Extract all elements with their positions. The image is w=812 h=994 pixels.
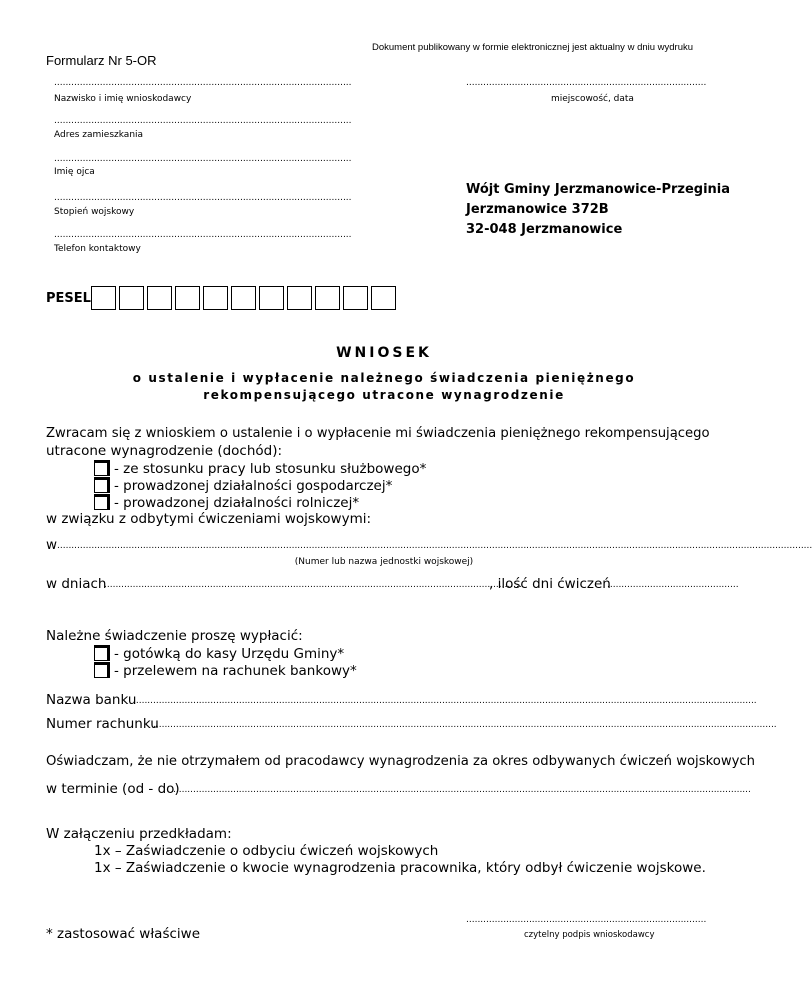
payment-option-cash[interactable]: [94, 645, 344, 662]
days-label: w dniach: [46, 576, 107, 592]
income-option-label: - prowadzonej działalności gospodarczej*: [114, 478, 393, 494]
footer-note: * zastosować właściwe: [46, 926, 201, 942]
payment-option-label: - gotówką do kasy Urzędu Gminy*: [114, 646, 345, 662]
name-field-line[interactable]: ........................................................................................................: [54, 78, 352, 88]
days-field-line[interactable]: ..................................................................................................................................................: [104, 580, 522, 590]
address-field-line[interactable]: ........................................................................................................: [54, 116, 352, 126]
signature-label: czytelny podpis wnioskodawcy: [524, 930, 655, 940]
recipient-address: [466, 180, 730, 240]
name-field-label: Nazwisko i imię wnioskodawcy: [54, 94, 192, 104]
pesel-digit-box[interactable]: [343, 286, 368, 310]
place-date-field-line[interactable]: ....................................................................................: [466, 78, 707, 88]
income-option-business[interactable]: [94, 477, 392, 494]
form-number: Formularz Nr 5-OR: [46, 53, 157, 68]
unit-field-line[interactable]: ........................................................................................................................................................................................................................................................................: [57, 541, 812, 551]
recipient-line-2: Jerzmanowice 372B: [466, 202, 609, 217]
income-option-employment[interactable]: [94, 460, 426, 477]
checkbox[interactable]: [94, 494, 110, 510]
income-option-label: - prowadzonej działalności rolniczej*: [114, 495, 360, 511]
payment-option-transfer[interactable]: [94, 662, 357, 679]
pesel-digit-box[interactable]: [147, 286, 172, 310]
bank-name-field-line[interactable]: ..........................................................................................................................................................................................................................: [133, 696, 757, 706]
income-option-agriculture[interactable]: [94, 494, 359, 511]
pesel-digit-box[interactable]: [91, 286, 116, 310]
rank-field-line[interactable]: ........................................................................................................: [54, 193, 352, 203]
unit-hint: (Numer lub nazwa jednostki wojskowej): [294, 557, 474, 567]
request-line-2: utracone wynagrodzenie (dochód):: [46, 443, 283, 459]
signature-field-line[interactable]: ....................................................................................: [466, 915, 707, 925]
pesel-digit-box[interactable]: [203, 286, 228, 310]
payment-option-label: - przelewem na rachunek bankowy*: [114, 663, 357, 679]
pesel-digit-box[interactable]: [231, 286, 256, 310]
address-field-label: Adres zamieszkania: [54, 130, 144, 140]
pesel-digit-box[interactable]: [175, 286, 200, 310]
checkbox[interactable]: [94, 477, 110, 493]
declaration-line-1: Oświadczam, że nie otrzymałem od pracodawcy wynagrodzenia za okres odbywanych ćwiczeń wojskowych: [46, 754, 756, 769]
attachment-item: 1x – Zaświadczenie o odbyciu ćwiczeń wojskowych: [94, 843, 439, 859]
pesel-digit-box[interactable]: [287, 286, 312, 310]
document-subtitle-2: rekompensującego utracone wynagrodzenie: [203, 388, 565, 402]
period-field-line[interactable]: ..........................................................................................................................................................................................................: [173, 785, 751, 795]
days-count-field-line[interactable]: ..............................................: [607, 580, 739, 590]
father-name-field-line[interactable]: ........................................................................................................: [54, 154, 352, 164]
checkbox[interactable]: [94, 662, 110, 678]
document-subtitle-1: o ustalenie i wypłacenie należnego świadczenia pieniężnego: [132, 371, 636, 385]
place-date-label: miejscowość, data: [551, 94, 634, 104]
recipient-line-3: 32-048 Jerzmanowice: [466, 222, 623, 237]
phone-field-label: Telefon kontaktowy: [54, 244, 141, 254]
phone-field-line[interactable]: ........................................................................................................: [54, 230, 352, 240]
account-label: Numer rachunku: [46, 716, 159, 732]
document-title: WNIOSEK: [336, 345, 432, 361]
days-count-label: , ilość dni ćwiczeń: [489, 576, 611, 592]
pesel-digit-box[interactable]: [259, 286, 284, 310]
exercise-line: w związku z odbytymi ćwiczeniami wojskowymi:: [46, 511, 372, 527]
bank-name-label: Nazwa banku: [46, 692, 137, 708]
publication-notice: Dokument publikowany w formie elektronicznej jest aktualny w dniu wydruku: [372, 42, 694, 53]
pesel-digit-box[interactable]: [315, 286, 340, 310]
pesel-digit-box[interactable]: [371, 286, 396, 310]
rank-field-label: Stopień wojskowy: [54, 207, 135, 217]
checkbox[interactable]: [94, 460, 110, 476]
father-name-field-label: Imię ojca: [54, 167, 95, 177]
attachments-intro: W załączeniu przedkładam:: [46, 826, 232, 842]
recipient-line-1: Wójt Gminy Jerzmanowice-Przeginia: [466, 182, 731, 197]
pesel-label: PESEL: [46, 291, 91, 306]
unit-prefix: w: [46, 537, 58, 553]
payment-intro: Należne świadczenie proszę wypłacić:: [46, 628, 303, 644]
checkbox[interactable]: [94, 645, 110, 661]
declaration-line-2: w terminie (od - do): [46, 781, 180, 797]
account-field-line[interactable]: ..........................................................................................................................................................................................................................: [153, 720, 777, 730]
request-line-1: Zwracam się z wnioskiem o ustalenie i o wypłacenie mi świadczenia pieniężnego rekompensującego: [46, 426, 710, 441]
income-option-label: - ze stosunku pracy lub stosunku służbowego*: [114, 461, 427, 477]
pesel-digit-box[interactable]: [119, 286, 144, 310]
attachment-item: 1x – Zaświadczenie o kwocie wynagrodzenia pracownika, który odbył ćwiczenie wojskowe.: [94, 860, 706, 876]
